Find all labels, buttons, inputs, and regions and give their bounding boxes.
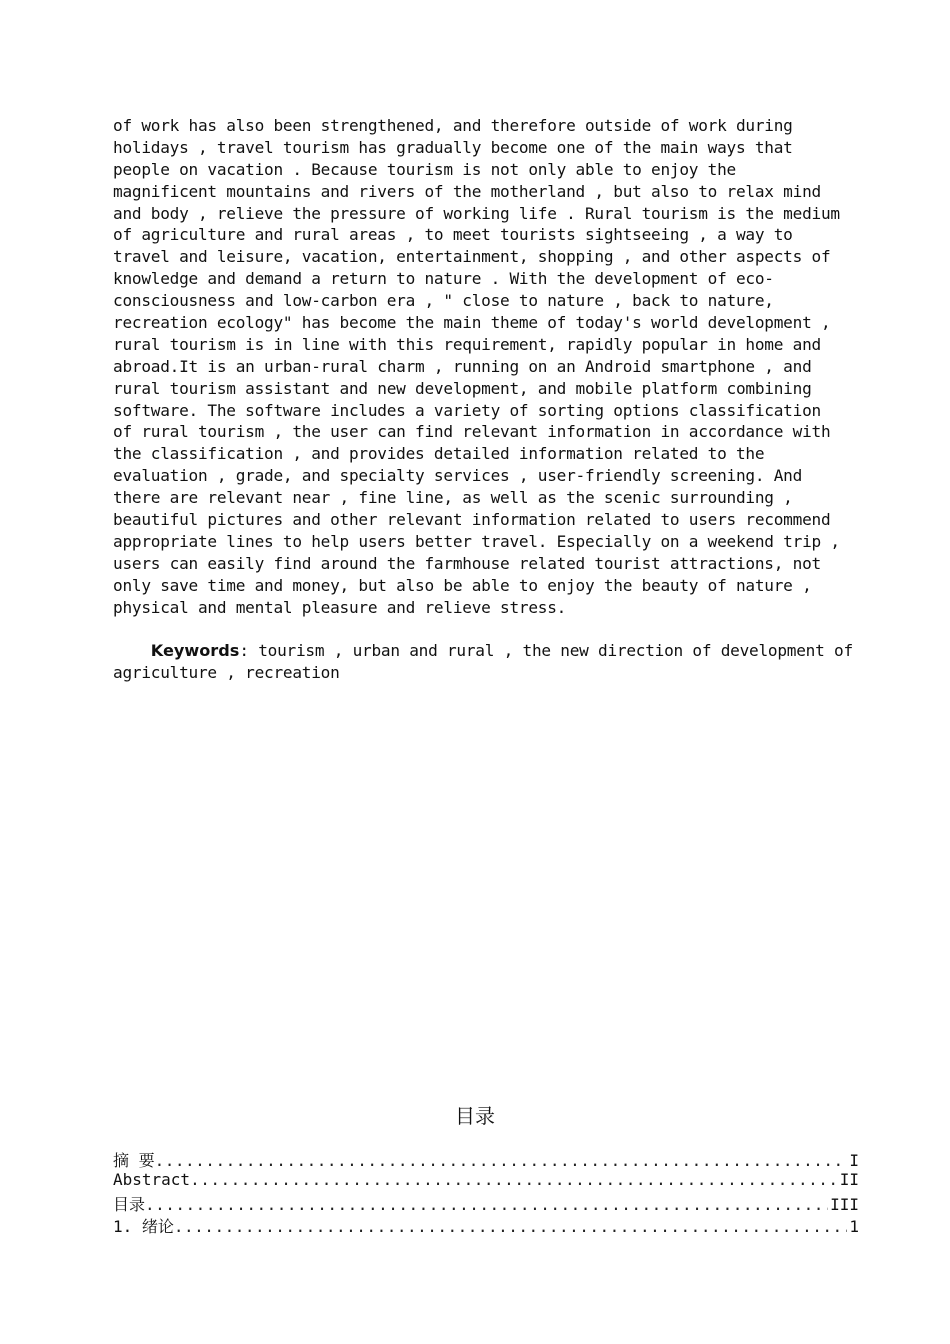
abstract-line: only save time and money, but also be able to enjoy the beauty of nature , [113, 575, 812, 595]
abstract-line: holidays , travel tourism has gradually become one of the main ways that [113, 137, 793, 157]
toc-leader-dots [155, 1151, 848, 1170]
abstract-line: travel and leisure, vacation, entertainment, shopping , and other aspects of [113, 247, 831, 267]
abstract-line: consciousness and low-carbon era , " close to nature , back to nature, [113, 291, 774, 311]
toc-title: 目录 [455, 1104, 495, 1128]
keywords-label: Keywords [150, 641, 240, 660]
abstract-line: appropriate lines to help users better travel. Especially on a weekend trip , [113, 531, 840, 551]
keywords-line [113, 640, 858, 662]
toc-entry-page: 1 [849, 1217, 859, 1236]
toc-entry[interactable] [113, 1214, 859, 1236]
abstract-line: the classification , and provides detailed information related to the [113, 444, 765, 464]
abstract-line: abroad.It is an urban-rural charm , running on an Android smartphone , and [113, 356, 812, 376]
toc-entry-page: III [830, 1195, 859, 1214]
toc-entry-label: Abstract [113, 1170, 191, 1189]
abstract-line: software. The software includes a variety of sorting options classification [113, 400, 821, 420]
abstract-line: users can easily find around the farmhouse related tourist attractions, not [113, 553, 821, 573]
table-of-contents [113, 1148, 859, 1236]
toc-entry[interactable] [113, 1148, 859, 1170]
abstract-line: physical and mental pleasure and relieve stress. [113, 597, 567, 617]
toc-entry-page: II [839, 1170, 859, 1189]
toc-entry[interactable] [113, 1170, 859, 1192]
abstract-line: there are relevant near , fine line, as well as the scenic surrounding , [113, 488, 793, 508]
abstract-line: magnificent mountains and rivers of the motherland , but also to relax mind [113, 181, 821, 201]
toc-leader-dots [174, 1217, 847, 1236]
abstract-line: rural tourism assistant and new development, and mobile platform combining [113, 378, 812, 398]
toc-leader-dots [190, 1170, 838, 1189]
abstract-line: knowledge and demand a return to nature . With the development of eco- [113, 269, 774, 289]
abstract-line: and body , relieve the pressure of working life . Rural tourism is the medium [113, 203, 840, 223]
abstract-line: rural tourism is in line with this requirement, rapidly popular in home and [113, 334, 821, 354]
abstract-line: beautiful pictures and other relevant information related to users recommend [113, 510, 831, 530]
toc-entry-label: 1. 绪论 [113, 1217, 174, 1236]
abstract-line: people on vacation . Because tourism is not only able to enjoy the [113, 159, 736, 179]
toc-entry-label: 摘 要 [113, 1151, 155, 1170]
toc-entry[interactable] [113, 1192, 859, 1214]
abstract-line: of rural tourism , the user can find relevant information in accordance with [113, 422, 831, 442]
toc-leader-dots [145, 1195, 828, 1214]
toc-entry-label: 目录 [113, 1195, 146, 1214]
abstract-line: of work has also been strengthened, and therefore outside of work during [113, 116, 793, 135]
toc-entry-page: I [849, 1151, 859, 1170]
keywords-line: agriculture , recreation [113, 662, 340, 682]
abstract-line: of agriculture and rural areas , to meet tourists sightseeing , a way to [113, 225, 793, 245]
keywords-text: : tourism , urban and rural , the new direction of development of [239, 641, 853, 660]
keywords-paragraph [113, 640, 858, 684]
abstract-body [113, 115, 858, 618]
abstract-line: recreation ecology" has become the main theme of today's world development , [113, 313, 831, 333]
abstract-line: evaluation , grade, and specialty services , user-friendly screening. And [113, 466, 803, 486]
